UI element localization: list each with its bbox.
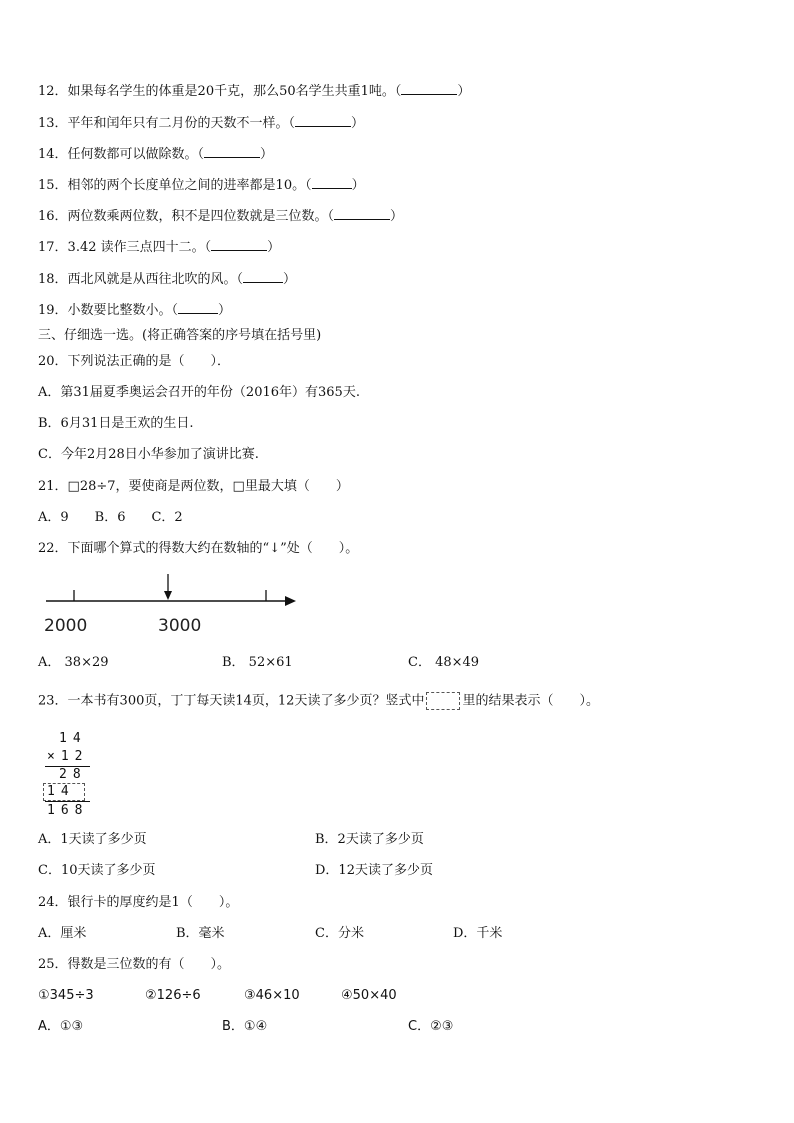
- vert-row-4: 14: [47, 784, 75, 799]
- option-23-b[interactable]: B．2天读了多少页: [315, 832, 424, 847]
- tick-label-2000: 2000: [44, 616, 88, 636]
- vert-row-1: 14: [59, 731, 87, 746]
- answer-blank[interactable]: [312, 177, 352, 189]
- answer-blank[interactable]: [334, 208, 390, 220]
- tick-label-3000: 3000: [158, 616, 202, 636]
- question-14: 14．任何数都可以做除数。（ ）: [38, 147, 274, 162]
- option-20-a[interactable]: A．第31届夏季奥运会召开的年份（2016年）有365天.: [38, 385, 360, 400]
- question-15: 15．相邻的两个长度单位之间的进率都是10。（ ）: [38, 178, 365, 193]
- option-22-c[interactable]: C． 48×49: [408, 655, 480, 670]
- answer-blank[interactable]: [295, 115, 351, 127]
- expr-25-1: ①345÷3: [38, 988, 94, 1003]
- option-20-c[interactable]: C．今年2月28日小华参加了演讲比赛.: [38, 447, 259, 462]
- option-24-c[interactable]: C．分米: [315, 926, 364, 941]
- answer-blank[interactable]: [243, 271, 283, 283]
- question-12: 12．如果每名学生的体重是20千克，那么50名学生共重1吨。（ ）: [38, 84, 471, 99]
- option-25-b[interactable]: B．①④: [222, 1019, 268, 1034]
- answer-blank[interactable]: [211, 239, 267, 251]
- vert-row-2: ×12: [47, 749, 89, 764]
- option-24-d[interactable]: D．千米: [453, 926, 503, 941]
- option-23-d[interactable]: D．12天读了多少页: [315, 863, 433, 878]
- option-25-c[interactable]: C．②③: [408, 1019, 454, 1034]
- expr-25-3: ③46×10: [244, 988, 300, 1003]
- vert-row-3: 28: [59, 767, 87, 782]
- question-23: 23．一本书有300页，丁丁每天读14页，12天读了多少页？竖式中 里的结果表示（ ）。: [38, 693, 599, 709]
- option-22-b[interactable]: B． 52×61: [222, 655, 293, 670]
- option-20-b[interactable]: B．6月31日是王欢的生日.: [38, 416, 194, 431]
- option-25-a[interactable]: A．①③: [38, 1019, 84, 1034]
- question-17: 17．3.42 读作三点四十二。（ ）: [38, 240, 281, 255]
- question-21: 21．□28÷7，要使商是两位数，□里最大填（ ）: [38, 479, 349, 494]
- question-19: 19．小数要比整数小。（ ）: [38, 303, 232, 318]
- vert-row-5: 168: [47, 803, 89, 818]
- option-24-b[interactable]: B．毫米: [176, 926, 225, 941]
- axis-arrowhead: [285, 596, 296, 606]
- question-13: 13．平年和闰年只有二月份的天数不一样。（ ）: [38, 116, 365, 131]
- options-21[interactable]: A．9 B．6 C．2: [38, 510, 183, 525]
- answer-blank[interactable]: [178, 302, 218, 314]
- down-arrowhead: [164, 591, 172, 600]
- number-line-figure: [38, 570, 308, 640]
- option-22-a[interactable]: A． 38×29: [38, 655, 109, 670]
- expr-25-4: ④50×40: [341, 988, 397, 1003]
- option-23-a[interactable]: A．1天读了多少页: [38, 832, 147, 847]
- answer-blank[interactable]: [401, 83, 457, 95]
- option-24-a[interactable]: A．厘米: [38, 926, 87, 941]
- vert-divider-2: [45, 801, 90, 802]
- question-16: 16．两位数乘两位数，积不是四位数就是三位数。（ ）: [38, 209, 404, 224]
- answer-blank[interactable]: [204, 146, 260, 158]
- dashed-box-icon: [426, 692, 460, 710]
- option-23-c[interactable]: C．10天读了多少页: [38, 863, 156, 878]
- question-18: 18．西北风就是从西往北吹的风。（ ）: [38, 272, 297, 287]
- question-22: 22．下面哪个算式的得数大约在数轴的“↓”处（ ）。: [38, 541, 359, 556]
- question-25: 25．得数是三位数的有（ ）。: [38, 957, 231, 972]
- question-20: 20．下列说法正确的是（ ）．: [38, 354, 231, 369]
- section-3-heading: 三、仔细选一选。(将正确答案的序号填在括号里): [38, 328, 322, 343]
- question-24: 24．银行卡的厚度约是1（ ）。: [38, 895, 239, 910]
- expr-25-2: ②126÷6: [145, 988, 201, 1003]
